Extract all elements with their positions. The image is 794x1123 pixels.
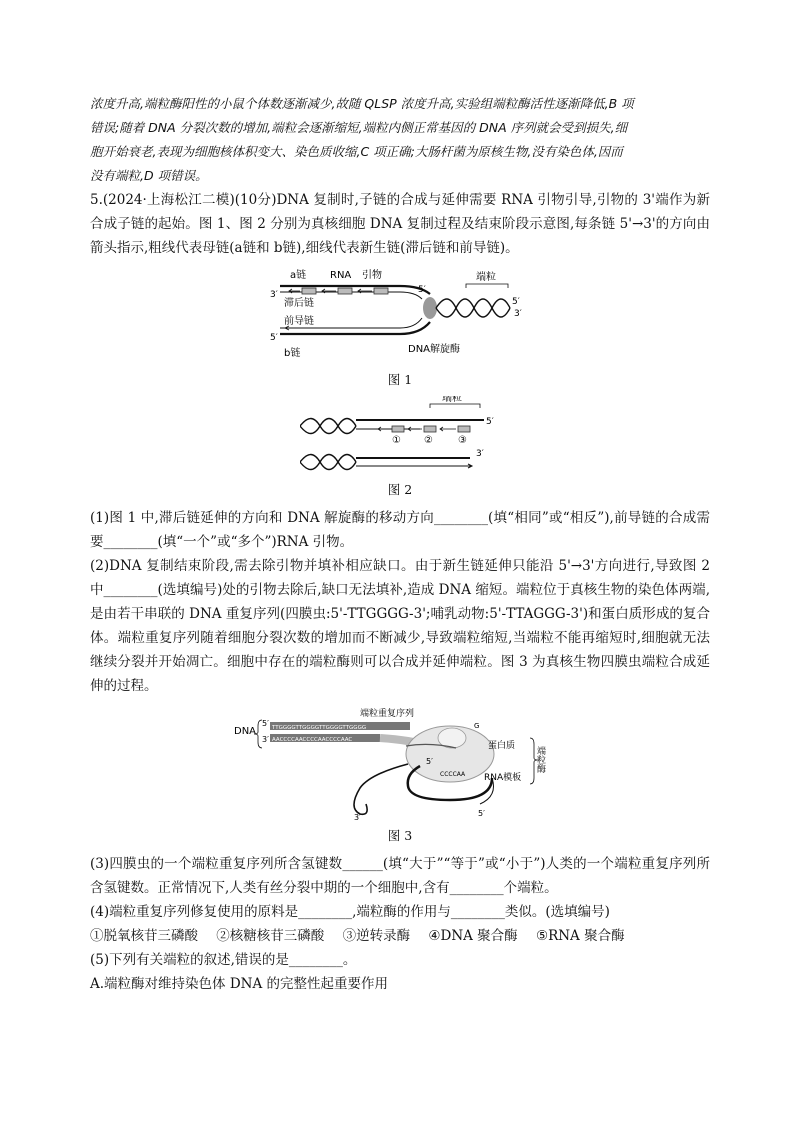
fig3-repeat-label: 端粒重复序列 — [360, 709, 415, 719]
fig3-5prime-bottom: 5′ — [478, 809, 485, 818]
fig1-3prime-right: 3′ — [514, 309, 522, 319]
question-4-options — [90, 924, 710, 948]
question-2: (2)DNA 复制结束阶段,需去除引物并填补相应缺口。由于新生链延伸只能沿 5'→3'方向进行,导致图 2 中________(选填编号)处的引物去除后,缺口无法填补,造成 DNA 缩短。端粒位于真核生物的染色体两端,是由若干串联的 DNA 重复序列(四膜虫:5'-TTGGGG-3';哺乳动物:5'-TTAGGG-3')和蛋白质形成的复合体。端粒重复序列随着细胞分裂次数的增加而不断减少,导致端粒缩短,当端粒不能再缩短时,细胞就无法继续分裂并开始凋亡。细胞中存在的端粒酶则可以合成并延伸端粒。图 3 为真核生物四膜虫端粒合成延伸的过程。 — [90, 558, 710, 694]
fig3-seq-bottom: AACCCCAACCCCAACCCCAAC — [272, 737, 353, 743]
question-intro: 5.(2024·上海松江二模)(10分)DNA 复制时,子链的合成与延伸需要 RNA 引物引导,引物的 3'端作为新合成子链的起始。图 1、图 2 分别为真核细胞 DNA 复制过程及结束阶段示意图,每条链 5'→3'的方向由箭头指示,粗线代表母链(a链和 b链),细线代表新生链(滞后链和前导链)。 — [90, 192, 710, 256]
fig3-5prime-top: 5′ — [262, 719, 269, 728]
fig3-dna-label: DNA — [234, 726, 257, 737]
fig2-5prime: 5′ — [486, 417, 494, 427]
fig1-b-chain-label: b链 — [284, 348, 301, 359]
prev-answer-line2: 错误;随着 DNA 分裂次数的增加,端粒会逐渐缩短,端粒内侧正常基因的 DNA 序列就会受到损失,细 — [90, 120, 628, 135]
fig3-seq-top: TTGGGGTTGGGGTTGGGGTTGGGG — [272, 725, 367, 731]
option-3: ③逆转录酶 — [342, 928, 411, 944]
figure-3-diagram — [230, 704, 570, 822]
fig2-num-3: ③ — [458, 435, 467, 446]
question-5-option-a: A.端粒酶对维持染色体 DNA 的完整性起重要作用 — [90, 976, 389, 992]
fig1-helicase-label: DNA解旋酶 — [408, 344, 461, 355]
fig2-3prime: 3′ — [476, 449, 484, 459]
fig1-5prime-right: 5′ — [512, 297, 520, 307]
fig2-num-1: ① — [392, 435, 401, 446]
figure-2 — [300, 396, 500, 476]
option-5: ⑤RNA 聚合酶 — [535, 928, 625, 944]
figure-3-caption: 图 3 — [387, 828, 413, 843]
fig3-protein-label: 蛋白质 — [488, 741, 516, 751]
fig1-5prime-fork: 5′ — [418, 285, 426, 295]
figure-2-diagram — [300, 396, 500, 476]
fig1-primer-label: 引物 — [362, 270, 382, 281]
figure-1-diagram — [270, 266, 530, 366]
fig3-5prime-mid: 5′ — [426, 757, 433, 766]
option-1: ①脱氧核苷三磷酸 — [90, 928, 198, 944]
fig2-telomere-label: 端粒 — [442, 396, 462, 404]
fig1-5prime-left: 5′ — [270, 333, 278, 343]
option-4: ④DNA 聚合酶 — [428, 928, 518, 944]
fig1-a-chain-label: a链 — [290, 270, 307, 281]
question-3: (3)四膜虫的一个端粒重复序列所含氢键数______(填“大于”“等于”或“小于”)人类的一个端粒重复序列所含氢键数。正常情况下,人类有丝分裂中期的一个细胞中,含有________个端粒。 — [90, 856, 710, 896]
figure-1-caption: 图 1 — [387, 372, 413, 387]
fig3-3prime-bottom: 3′ — [354, 813, 361, 822]
fig1-rna-label: RNA — [330, 270, 352, 281]
fig1-leading-label: 前导链 — [284, 316, 314, 327]
fig1-lagging-label: 滞后链 — [284, 298, 314, 309]
fig3-template-seq: CCCCAA — [440, 771, 466, 778]
figure-3 — [230, 704, 570, 822]
fig2-num-2: ② — [424, 435, 433, 446]
fig1-3prime-left: 3′ — [270, 290, 278, 300]
prev-answer-line3: 胞开始衰老,表现为细胞核体积变大、染色质收缩,C 项正确;大肠杆菌为原核生物,没有染色体,因而 — [90, 144, 623, 159]
prev-answer-line1: 浓度升高,端粒酶阳性的小鼠个体数逐渐减少,故随 QLSP 浓度升高,实验组端粒酶活性逐渐降低,B 项 — [90, 96, 634, 111]
prev-answer-line4: 没有端粒,D 项错误。 — [90, 168, 208, 183]
figure-1 — [270, 266, 530, 366]
page-content — [90, 92, 710, 996]
fig3-rna-template-label: RNA模板 — [484, 773, 522, 783]
option-2: ②核糖核苷三磷酸 — [216, 928, 325, 944]
fig3-enzyme-label: 端粒酶 — [535, 746, 545, 773]
fig3-3prime-top: 3′ — [262, 735, 269, 744]
question-1: (1)图 1 中,滞后链延伸的方向和 DNA 解旋酶的移动方向________(填“相同”或“相反”),前导链的合成需要________(填“一个”或“多个”)RNA 引物。 — [90, 510, 710, 550]
fig3-g-letters: G — [474, 722, 480, 730]
question-4: (4)端粒重复序列修复使用的原料是________,端粒酶的作用与________类似。(选填编号) — [90, 904, 610, 920]
fig1-telomere-label: 端粒 — [476, 272, 496, 283]
question-5: (5)下列有关端粒的叙述,错误的是________。 — [90, 952, 357, 968]
figure-2-caption: 图 2 — [387, 482, 413, 497]
